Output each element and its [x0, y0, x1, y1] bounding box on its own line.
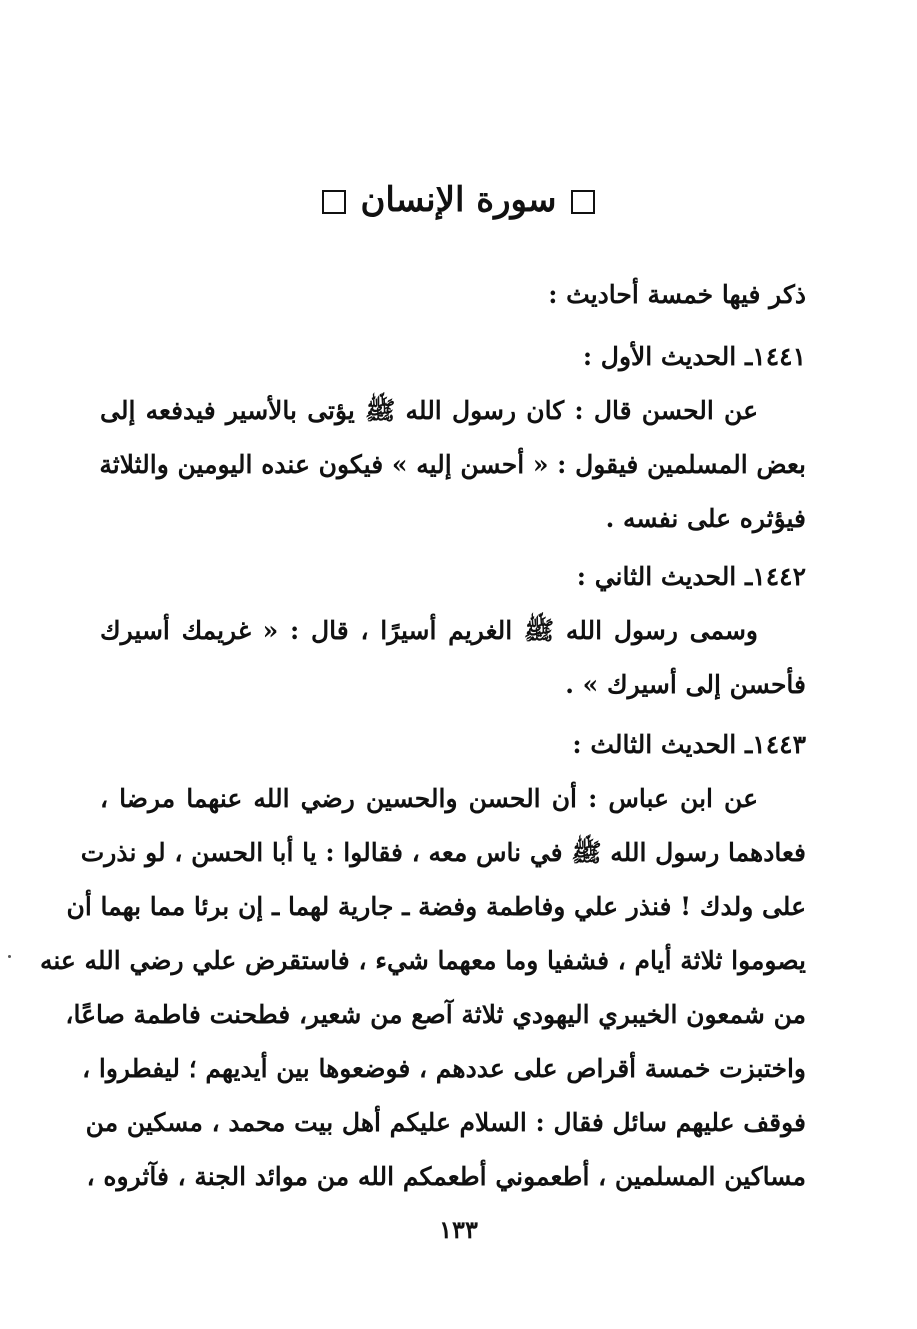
surah-title — [0, 172, 917, 228]
hadith-text-line: فيؤثره على نفسه . — [605, 504, 806, 533]
hadith-text-line: واختبزت خمسة أقراص على عددهم ، فوضعوها بين أيديهم ؛ ليفطروا ، — [82, 1054, 806, 1083]
hadith-text-line: فعادهما رسول الله ﷺ في ناس معه ، فقالوا : يا أبا الحسن ، لو نذرت — [80, 838, 806, 867]
hadith-1 — [100, 330, 806, 546]
hadith-text-line: عن ابن عباس : أن الحسن والحسين رضي الله عنهما مرضا ، — [100, 784, 758, 813]
hadith-text-line: عن الحسن قال : كان رسول الله ﷺ يؤتى بالأسير فيدفعه إلى — [100, 396, 758, 425]
hadith-2 — [100, 550, 806, 712]
hadith-text-line: على ولدك ! فنذر علي وفاطمة وفضة ـ جارية لهما ـ إن برئا مما بهما أن — [66, 892, 806, 921]
hadith-text-line: مساكين المسلمين ، أطعموني أطعمكم الله من موائد الجنة ، فآثروه ، — [86, 1162, 806, 1191]
hadith-text-line: وسمى رسول الله ﷺ الغريم أسيرًا ، قال : « غريمك أسيرك — [100, 616, 758, 645]
intro-text: ذكر فيها خمسة أحاديث : — [548, 280, 806, 309]
scan-speck — [8, 955, 11, 958]
title-box-right — [571, 190, 595, 214]
hadith-3 — [39, 718, 806, 1204]
hadith-text-line: يصوموا ثلاثة أيام ، فشفيا وما معهما شيء ، فاستقرض علي رضي الله عنه — [39, 946, 806, 975]
surah-title-text: سورة الإنسان — [360, 180, 557, 220]
hadith-heading: ١٤٤٣ـ الحديث الثالث : — [572, 730, 806, 759]
hadith-text-line: فأحسن إلى أسيرك » . — [565, 670, 806, 699]
hadith-heading: ١٤٤١ـ الحديث الأول : — [582, 342, 806, 371]
page-number: ١٣٣ — [439, 1215, 478, 1244]
hadith-text-line: فوقف عليهم سائل فقال : السلام عليكم أهل بيت محمد ، مسكين من — [85, 1108, 806, 1137]
title-box-left — [322, 190, 346, 214]
intro-block — [100, 268, 806, 322]
hadith-heading: ١٤٤٢ـ الحديث الثاني : — [576, 562, 806, 591]
hadith-text-line: من شمعون الخيبري اليهودي ثلاثة آصع من شعير، فطحنت فاطمة صاعًا، — [65, 1000, 806, 1029]
hadith-text-line: بعض المسلمين فيقول : « أحسن إليه » فيكون عنده اليومين والثلاثة — [99, 450, 806, 479]
